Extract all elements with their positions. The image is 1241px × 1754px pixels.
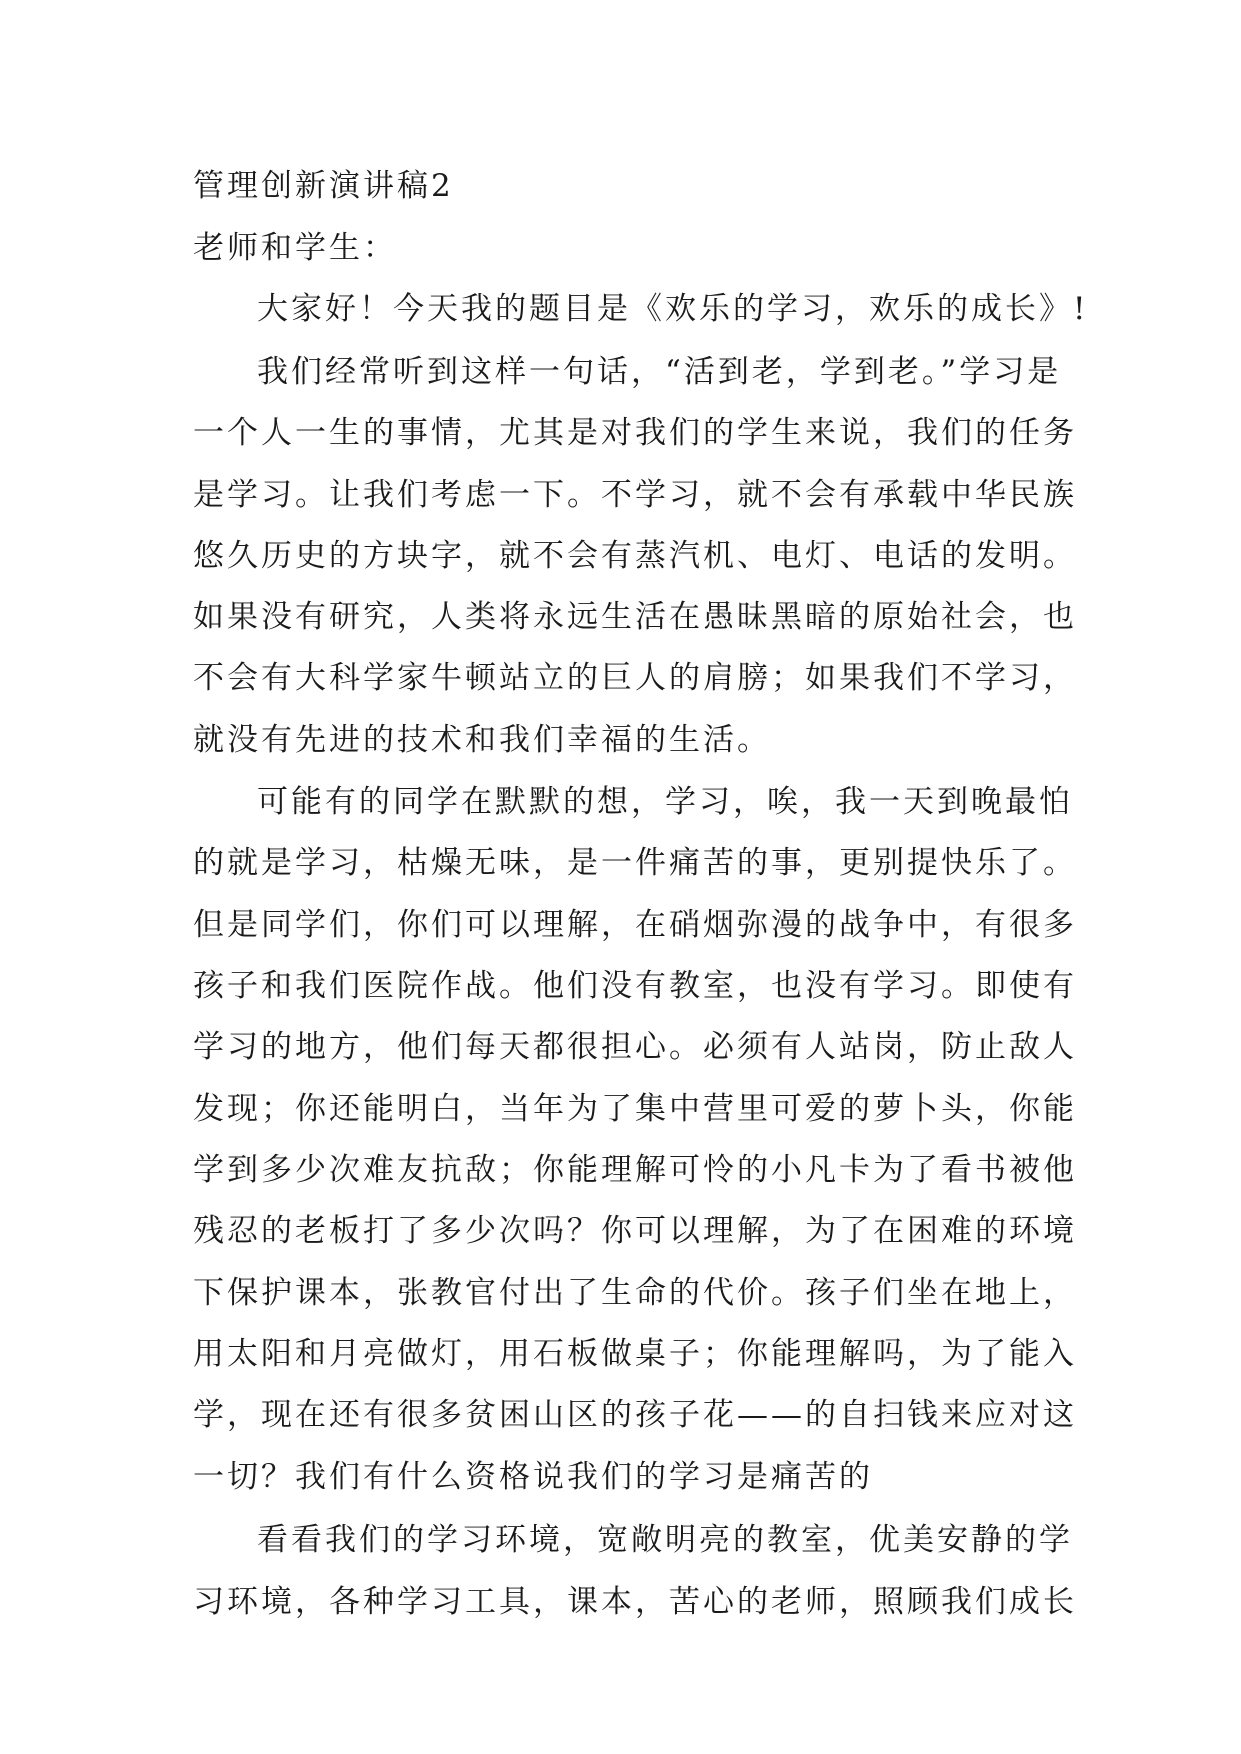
paragraph-line: 但是同学们，你们可以理解，在硝烟弥漫的战争中，有很多 — [193, 907, 1077, 943]
paragraph-line: 学，现在还有很多贫困山区的孩子花——的自扫钱来应对这 — [193, 1397, 1077, 1433]
paragraph-line: 如果没有研究，人类将永远生活在愚昧黑暗的原始社会，也 — [193, 599, 1077, 635]
paragraph-line: 用太阳和月亮做灯，用石板做桌子；你能理解吗，为了能入 — [193, 1336, 1077, 1372]
paragraph-line: 发现；你还能明白，当年为了集中营里可爱的萝卜头，你能 — [193, 1091, 1077, 1127]
paragraph-line: 的就是学习，枯燥无味，是一件痛苦的事，更别提快乐了。 — [193, 845, 1077, 881]
paragraph-line: 就没有先进的技术和我们幸福的生活。 — [193, 722, 771, 758]
document-title: 管理创新演讲稿2 — [193, 168, 454, 204]
paragraph-line: 残忍的老板打了多少次吗？你可以理解，为了在困难的环境 — [193, 1213, 1077, 1249]
paragraph-line: 大家好！今天我的题目是《欢乐的学习，欢乐的成长》! — [257, 291, 1089, 327]
paragraph-line: 悠久历史的方块字，就不会有蒸汽机、电灯、电话的发明。 — [193, 538, 1077, 574]
paragraph-line: 是学习。让我们考虑一下。不学习，就不会有承载中华民族 — [193, 477, 1077, 513]
paragraph-line: 学习的地方，他们每天都很担心。必须有人站岗，防止敌人 — [193, 1029, 1077, 1065]
paragraph-line: 可能有的同学在默默的想，学习，唉，我一天到晚最怕 — [257, 784, 1073, 820]
paragraph-line: 一切？我们有什么资格说我们的学习是痛苦的 — [193, 1459, 873, 1495]
paragraph-line: 习环境，各种学习工具，课本，苦心的老师，照顾我们成长 — [193, 1584, 1077, 1620]
salutation: 老师和学生： — [193, 230, 397, 266]
paragraph-line: 学到多少次难友抗敌；你能理解可怜的小凡卡为了看书被他 — [193, 1152, 1077, 1188]
document-page — [193, 0, 1089, 1754]
paragraph-line: 孩子和我们医院作战。他们没有教室，也没有学习。即使有 — [193, 968, 1077, 1004]
paragraph-line: 我们经常听到这样一句话，“活到老，学到老。”学习是 — [257, 354, 1062, 390]
paragraph-line: 一个人一生的事情，尤其是对我们的学生来说，我们的任务 — [193, 415, 1077, 451]
paragraph-line: 看看我们的学习环境，宽敞明亮的教室，优美安静的学 — [257, 1522, 1073, 1558]
paragraph-line: 下保护课本，张教官付出了生命的代价。孩子们坐在地上， — [193, 1275, 1077, 1311]
paragraph-line: 不会有大科学家牛顿站立的巨人的肩膀；如果我们不学习， — [193, 660, 1077, 696]
